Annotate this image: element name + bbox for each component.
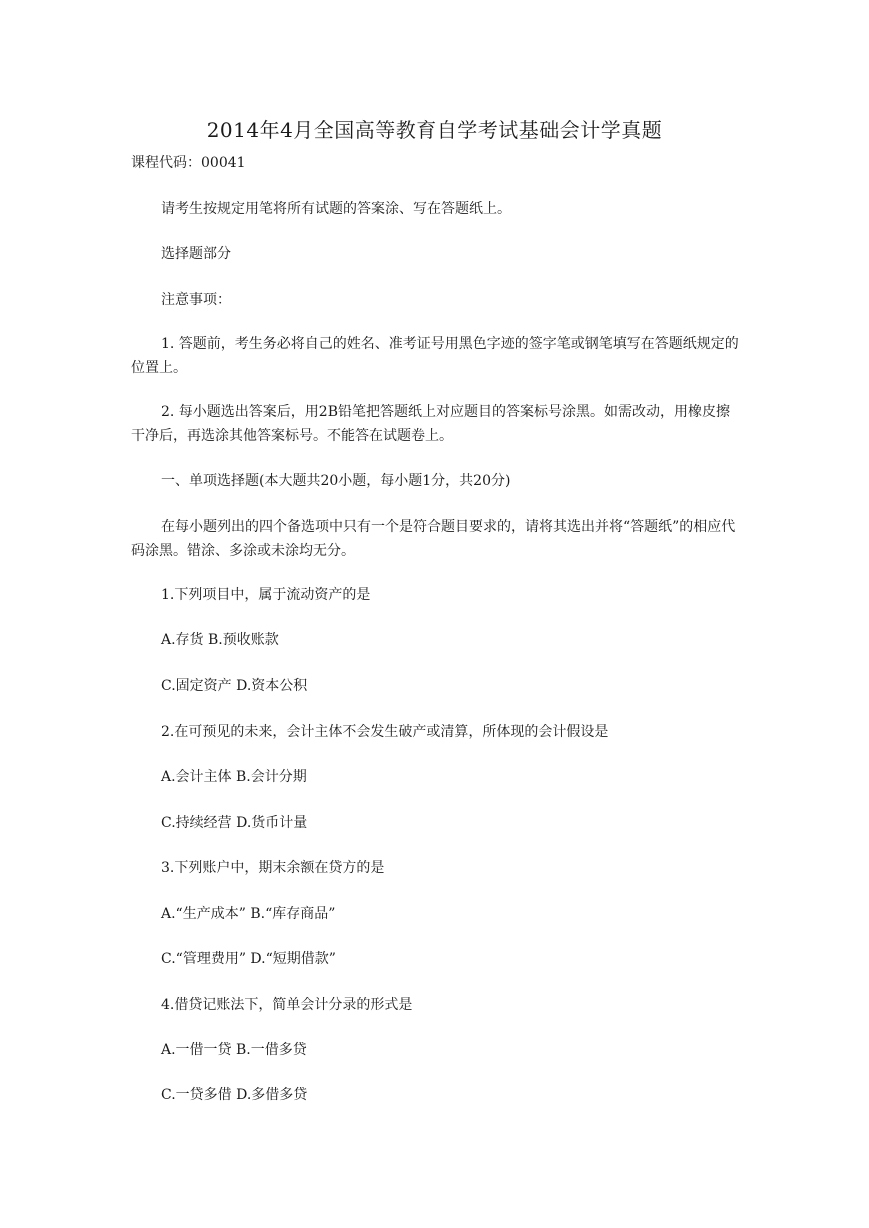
question-1-options-cd: C.固定资产 D.资本公积 (161, 678, 308, 694)
question-3-options-cd: C.“管理费用” D.“短期借款” (161, 951, 336, 967)
question-1-options-ab: A.存货 B.预收账款 (161, 632, 279, 648)
section-heading: 选择题部分 (161, 246, 231, 262)
question-3-options-ab: A.“生产成本” B.“库存商品” (161, 906, 336, 922)
question-4-options-ab: A.一借一贷 B.一借多贷 (161, 1042, 307, 1058)
question-1-stem: 1.下列项目中，属于流动资产的是 (161, 587, 371, 603)
note-2: 2. 每小题选出答案后，用2B铅笔把答题纸上对应题目的答案标号涂黑。如需改动，用橡皮擦干净后，再选涂其他答案标号。不能答在试题卷上。 (131, 404, 731, 444)
question-2-options-cd: C.持续经营 D.货币计量 (161, 815, 308, 831)
question-2-options-ab: A.会计主体 B.会计分期 (161, 769, 307, 785)
part-1-instruction: 在每小题列出的四个备选项中只有一个是符合题目要求的，请将其选出并将“答题纸”的相应代码涂黑。错涂、多涂或未涂均无分。 (131, 519, 736, 559)
question-3-stem: 3.下列账户中，期末余额在贷方的是 (161, 860, 385, 876)
question-2-stem: 2.在可预见的未来，会计主体不会发生破产或清算，所体现的会计假设是 (161, 724, 609, 740)
notes-heading: 注意事项： (161, 292, 231, 308)
part-1-heading: 一、单项选择题(本大题共20小题，每小题1分，共20分) (161, 473, 511, 489)
note-1: 1. 答题前，考生务必将自己的姓名、准考证号用黑色字迹的签字笔或钢笔填写在答题纸规定的位置上。 (131, 336, 739, 376)
question-4-stem: 4.借贷记账法下，简单会计分录的形式是 (161, 997, 413, 1013)
instruction-text: 请考生按规定用笔将所有试题的答案涂、写在答题纸上。 (161, 201, 511, 217)
question-4-options-cd: C.一贷多借 D.多借多贷 (161, 1087, 308, 1103)
course-code: 课程代码：00041 (131, 155, 246, 171)
document-title: 2014年4月全国高等教育自学考试基础会计学真题 (206, 118, 663, 142)
